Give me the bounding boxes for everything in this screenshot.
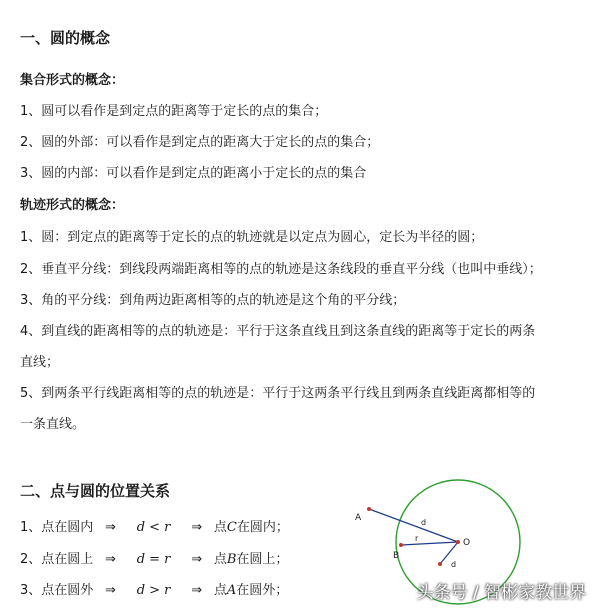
locus-item: 3、角的平分线：到角两边距离相等的点的轨迹是这个角的平分线； [20,293,406,308]
relation-expr: d = r [136,552,171,567]
section2-title: 二、点与圆的位置关系 [20,482,171,500]
implies-arrow: ⇒ [104,552,116,567]
label-d-OA: d [421,518,427,527]
locus-item: 1、圆：到定点的距离等于定长的点的轨迹就是以定点为圆心，定长为半径的圆； [20,230,484,245]
watermark: 头条号 / 智彬家教世界 [416,583,586,603]
locus-item: 2、垂直平分线：到线段两端距离相等的点的轨迹是这条线段的垂直平分线（也叫中垂线）； [20,262,542,277]
set-item: 3、圆的内部：可以看作是到定点的距离小于定长的点的集合 [20,166,367,181]
relation-result: 在圆内； [236,520,289,535]
relation-expr: d < r [136,520,171,535]
segment-OB [401,542,458,545]
relation-expr: d > r [136,583,171,598]
relation-on [20,548,288,567]
point-letter: B [226,552,237,567]
label-A: A [355,513,362,523]
locus-heading: 轨迹形式的概念： [20,198,125,213]
implies-arrow: ⇒ [104,583,116,598]
relation-text: 2、点在圆上 [20,552,94,567]
point-C-dot [438,562,442,566]
label-B: B [393,551,400,561]
label-r: r [415,534,419,543]
point-B-dot [399,543,403,547]
point-word: 点 [213,552,227,567]
relation-result: 在圆外； [236,583,289,598]
set-item: 1、圆可以看作是到定点的距离等于定长的点的集合； [20,104,328,119]
center-O-dot [456,540,460,544]
label-d-OC: d [451,560,457,569]
implies-arrow: ⇒ [191,520,203,535]
relation-result: 在圆上； [236,552,289,567]
relation-outside [20,579,288,598]
point-word: 点 [213,520,227,535]
segment-OA [369,509,458,542]
point-letter: A [226,583,237,598]
relation-text: 3、点在圆外 [20,583,94,598]
relation-inside [20,516,289,535]
point-A-dot [367,507,371,511]
point-letter: C [226,520,237,535]
set-heading: 集合形式的概念： [20,73,125,88]
locus-item: 4、到直线的距离相等的点的轨迹是：平行于这条直线且到这条直线的距离等于定长的两条 [20,324,536,339]
point-word: 点 [213,583,227,598]
section1-title: 一、圆的概念 [20,29,111,47]
locus-item: 5、到两条平行线距离相等的点的轨迹是：平行于这两条平行线且到两条直线距离都相等的 [20,386,536,401]
locus-item: 直线； [20,355,60,370]
set-item: 2、圆的外部：可以看作是到定点的距离大于定长的点的集合； [20,135,380,150]
label-O: O [463,538,471,548]
relation-text: 1、点在圆内 [20,520,94,535]
implies-arrow: ⇒ [104,520,116,535]
locus-item: 一条直线。 [20,417,86,432]
implies-arrow: ⇒ [191,552,203,567]
implies-arrow: ⇒ [191,583,203,598]
